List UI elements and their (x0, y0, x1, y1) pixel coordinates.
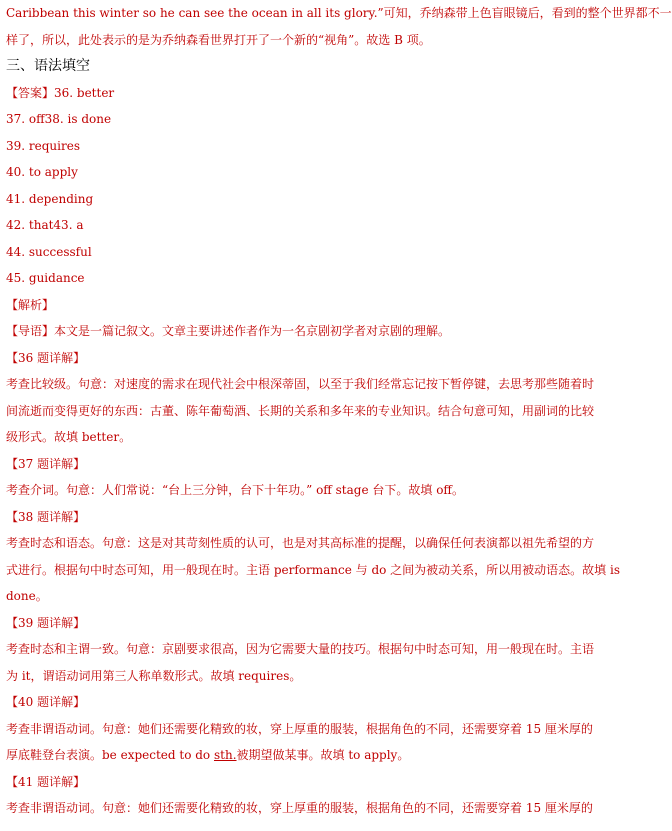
text-line: 样了，所以，此处表示的是为乔纳森看世界打开了一个新的“视角”。故选 B 项。 (6, 32, 431, 47)
question-heading: 【39 题详解】 (6, 615, 86, 630)
text-segment: 被期望做某事。故填 to apply。 (236, 748, 410, 762)
question-heading: 【41 题详解】 (6, 774, 86, 789)
answer-line: 42. that43. a (6, 218, 84, 232)
question-heading: 【37 题详解】 (6, 456, 86, 471)
text-line: Caribbean this winter so he can see the ocean in all its glory.”可知，乔纳森带上色盲眼镜后，看到的整个世界都不一 (6, 6, 672, 20)
question-heading: 【36 题详解】 (6, 350, 86, 365)
answer-line: 40. to apply (6, 165, 78, 179)
text-line: 考查介词。句意：人们常说：“台上三分钟，台下十年功。” off stage 台下。故填 off。 (6, 483, 464, 497)
text-line: done。 (6, 589, 48, 603)
answer-line: 44. successful (6, 244, 92, 259)
question-heading: 【40 题详解】 (6, 695, 86, 709)
analysis-heading: 【解析】 (6, 297, 55, 312)
text-line: 间流逝而变得更好的东西：古董、陈年葡萄酒、长期的关系和多年来的专业知识。结合句意可知，用副词的比较 (6, 403, 595, 418)
underlined-text: sth. (213, 748, 237, 762)
answer-line: 【答案】36. better (6, 85, 115, 100)
text-line: 考查非谓语动词。句意：她们还需要化精致的妆，穿上厚重的服装，根据角色的不同，还需要穿着 15 厘米厚的 (6, 721, 593, 736)
section-heading: 三、语法填空 (6, 58, 90, 74)
question-heading: 【38 题详解】 (6, 509, 86, 524)
text-line (6, 742, 588, 769)
intro-line: 【导语】本文是一篇记叙文。文章主要讲述作者作为一名京剧初学者对京剧的理解。 (6, 324, 451, 338)
text-line: 考查时态和主谓一致。句意：京剧要求很高，因为它需要大量的技巧。根据句中时态可知，用一般现在时。主语 (6, 642, 595, 656)
text-line: 级形式。故填 better。 (6, 430, 132, 444)
text-segment: 厚底鞋登台表演。be expected to do (6, 748, 214, 762)
answer-line: 41. depending (6, 191, 94, 206)
answer-line: 39. requires (6, 138, 80, 153)
text-line: 式进行。根据句中时态可知，用一般现在时。主语 performance 与 do 之间为被动关系，所以用被动语态。故填 is (6, 562, 620, 577)
text-line: 考查时态和语态。句意：这是对其苛刻性质的认可，也是对其高标准的提醒，以确保任何表演都以祖先希望的方 (6, 536, 595, 550)
document-page (6, 0, 672, 822)
answer-line: 45. guidance (6, 271, 85, 285)
text-line: 考查非谓语动词。句意：她们还需要化精致的妆，穿上厚重的服装，根据角色的不同，还需要穿着 15 厘米厚的 (6, 801, 593, 815)
text-line: 为 it，谓语动词用第三人称单数形式。故填 requires。 (6, 668, 302, 683)
answer-line: 37. off38. is done (6, 112, 112, 126)
text-line: 考查比较级。句意：对速度的需求在现代社会中根深蒂固，以至于我们经常忘记按下暂停键，去思考那些随着时 (6, 377, 595, 391)
